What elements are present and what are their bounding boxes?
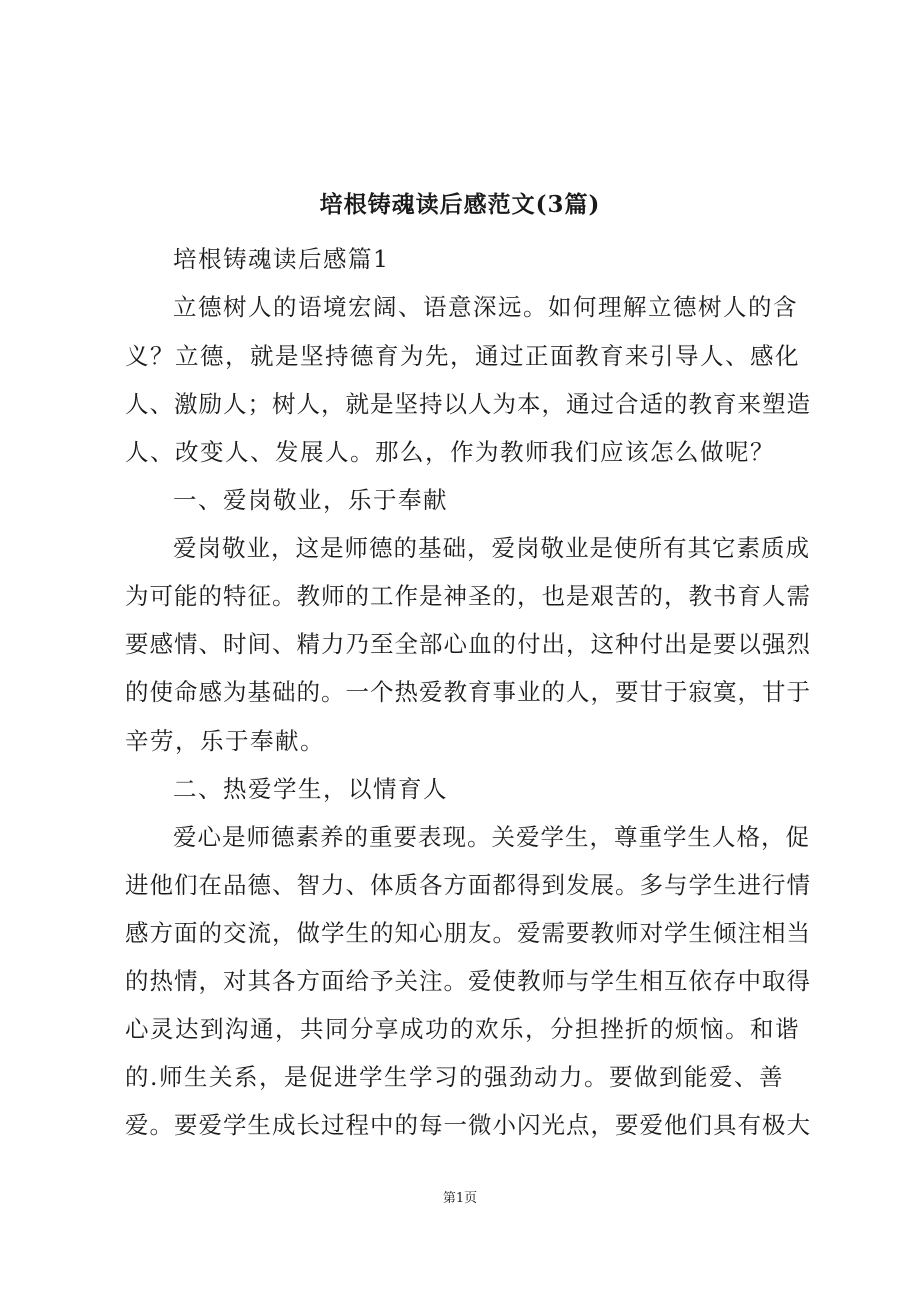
paragraph-line: 为可能的特征。教师的工作是神圣的，也是艰苦的，教书育人需 (125, 582, 811, 610)
paragraph-line: 感方面的交流，做学生的知心朋友。爱需要教师对学生倾注相当 (125, 919, 811, 947)
paragraph-line: 要感情、时间、精力乃至全部心血的付出，这种付出是要以强烈 (125, 630, 811, 658)
paragraph-line: 爱。要爱学生成长过程中的每一微小闪光点，要爱他们具有极大 (125, 1111, 811, 1139)
document-title: 培根铸魂读后感范文(3篇) (319, 191, 601, 218)
subheading-2: 二、热爱学生，以情育人 (173, 775, 448, 803)
paragraph-line: 的使命感为基础的。一个热爱教育事业的人，要甘于寂寞，甘于 (125, 678, 811, 706)
section-heading-1: 培根铸魂读后感篇1 (173, 245, 390, 273)
paragraph-line: 爱心是师德素养的重要表现。关爱学生，尊重学生人格，促 (173, 823, 810, 851)
paragraph-line: 义？立德，就是坚持德育为先，通过正面教育来引导人、感化 (125, 342, 800, 370)
paragraph-line: 进他们在品德、智力、体质各方面都得到发展。多与学生进行情 (125, 871, 811, 899)
paragraph-line: 的热情，对其各方面给予关注。爱使教师与学生相互依存中取得 (125, 967, 811, 995)
paragraph-line: 爱岗敬业，这是师德的基础，爱岗敬业是使所有其它素质成 (173, 534, 810, 562)
paragraph-line: 人、激励人；树人，就是坚持以人为本，通过合适的教育来塑造 (125, 390, 811, 418)
paragraph-line: 心灵达到沟通，共同分享成功的欢乐，分担挫折的烦恼。和谐 (125, 1015, 800, 1043)
paragraph-line: 立德树人的语境宏阔、语意深远。如何理解立德树人的含 (173, 293, 798, 321)
paragraph-line: 辛劳，乐于奉献。 (125, 727, 325, 755)
paragraph-line: 人、改变人、发展人。那么，作为教师我们应该怎么做呢？ (125, 438, 775, 466)
paragraph-line: 的.师生关系，是促进学生学习的强劲动力。要做到能爱、善 (125, 1063, 784, 1091)
page-number: 第1页 (442, 1191, 478, 1206)
subheading-1: 一、爱岗敬业，乐于奉献 (173, 486, 448, 514)
